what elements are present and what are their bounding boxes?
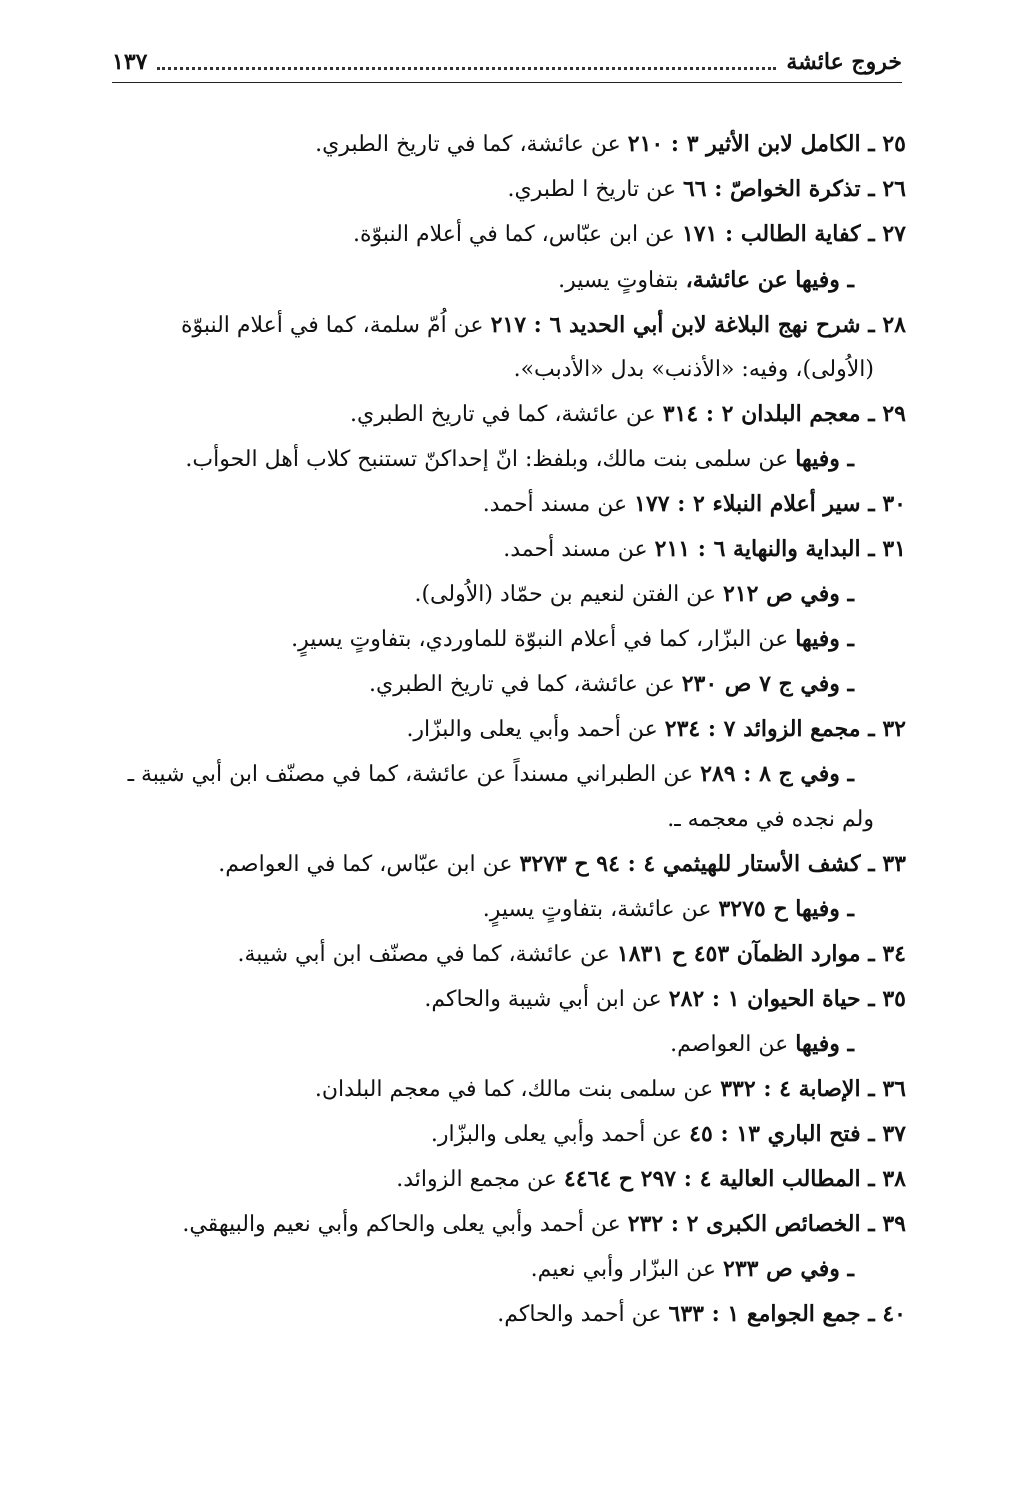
entry-source: ٣١ ـ البداية والنهاية ٦ : ٢١١ [654,536,906,562]
entry-source: ـ وفيها ح ٣٢٧٥ [718,896,854,922]
entry-source: ـ وفي ج ٧ ص ٢٣٠ [681,671,854,697]
entry-source: ٣٠ ـ سير أعلام النبلاء ٢ : ١٧٧ [634,491,906,517]
entry-text: عن عائشة، كما في تاريخ الطبري. [350,402,663,427]
entry-source: ـ وفيها [795,626,854,652]
reference-continuation [514,355,874,384]
reference-subentry [414,580,854,609]
running-header [112,42,902,83]
entry-text: عن عائشة، كما في مصنّف ابن أبي شيبة. [237,942,617,967]
entry-text: عن البزّار، كما في أعلام النبوّة للماوردي، بتفاوتٍ يسيرٍ. [291,627,796,652]
entry-source: ٣٩ ـ الخصائص الكبرى ٢ : ٢٣٢ [627,1211,906,1237]
reference-entry [238,940,906,969]
entry-source: ٢٩ ـ معجم البلدان ٢ : ٣١٤ [662,401,906,427]
entry-source: ٣٧ ـ فتح الباري ١٣ : ٤٥ [689,1121,906,1147]
entry-text: عن أحمد وأبي يعلى والبزّار. [406,717,665,742]
entry-source: ٢٦ ـ تذكرة الخواصّ : ٦٦ [682,176,906,202]
entry-text: عن الفتن لنعيم بن حمّاد (الاُولى). [414,582,724,607]
entry-source: ٣٤ ـ موارد الظمآن ٤٥٣ ح ١٨٣١ [616,941,906,967]
reference-subentry [483,895,854,924]
reference-continuation [667,805,874,834]
entry-source: ـ وفي ص ٢٣٣ [723,1256,854,1282]
reference-entry [315,130,906,159]
reference-entry [424,985,906,1014]
reference-entry [350,400,906,429]
entry-text: عن ابن أبي شيبة والحاكم. [424,987,669,1012]
entry-text: عن سلمى بنت مالك، كما في معجم البلدان. [314,1077,721,1102]
entry-source: ٣٦ ـ الإصابة ٤ : ٣٣٢ [720,1076,906,1102]
entry-source: ـ وفي ص ٢١٢ [723,581,854,607]
entry-text: عن مسند أحمد. [503,537,655,562]
entry-source: ـ وفيها عن عائشة، [685,267,854,293]
entry-source: ـ وفيها [795,1031,854,1057]
reference-subentry [670,1030,854,1059]
entry-text: عن مجمع الزوائد. [396,1167,564,1192]
reference-entry [406,715,906,744]
reference-subentry [185,445,854,474]
entry-text: عن عائشة، بتفاوتٍ يسيرٍ. [482,897,719,922]
entry-text: عن عائشة، كما في تاريخ الطبري. [369,672,682,697]
entry-source: ٣٥ ـ حياة الحيوان ١ : ٢٨٢ [668,986,906,1012]
entry-text: (الاُولى)، وفيه: «الأذنب» بدل «الأدبب». [513,357,874,382]
entry-source: ٣٨ ـ المطالب العالية ٤ : ٢٩٧ ح ٤٤٦٤ [563,1166,906,1192]
entry-text: عن اُمّ سلمة، كما في أعلام النبوّة [180,313,491,338]
reference-entry [396,1165,906,1194]
reference-entry [218,850,906,879]
entry-source: ٢٧ ـ كفاية الطالب : ١٧١ [681,221,906,247]
page-number: ١٣٧ [112,49,148,75]
entry-text: عن عائشة، كما في تاريخ الطبري. [315,132,628,157]
reference-entry [181,311,906,340]
entry-text: عن العواصم. [670,1032,796,1057]
reference-subentry [128,760,854,789]
reference-entry [353,220,906,249]
reference-subentry [531,1255,854,1284]
entry-text: عن الطبراني مسنداً عن عائشة، كما في مصنّف ابن أبي شيبة ـ [127,762,701,787]
entry-text: عن مسند أحمد. [482,492,635,517]
entry-source: ٢٥ ـ الكامل لابن الأثير ٣ : ٢١٠ [627,131,906,157]
entry-source: ٣٢ ـ مجمع الزوائد ٧ : ٢٣٤ [664,716,906,742]
reference-entry [497,1300,906,1329]
entry-text: عن أحمد والحاكم. [497,1302,669,1327]
entry-text: عن البزّار وأبي نعيم. [530,1257,724,1282]
entry-text: عن سلمى بنت مالك، وبلفظ: انّ إحداكنّ تستنبح كلاب أهل الحوأب. [185,447,796,472]
entry-source: ٣٣ ـ كشف الأستار للهيثمي ٤ : ٩٤ ح ٣٢٧٣ [519,851,906,877]
dot-leader [157,67,776,70]
reference-subentry [558,266,854,295]
reference-entry [507,175,906,204]
entry-source: ٤٠ ـ جمع الجوامع ١ : ٦٣٣ [668,1301,906,1327]
reference-entry [182,1210,906,1239]
entry-text: عن أحمد وأبي يعلى والبزّار. [430,1122,690,1147]
entry-text: بتفاوتٍ يسير. [558,268,686,293]
entry-text: عن تاريخ ا لطبري. [507,177,683,202]
chapter-title: خروج عائشة [786,49,902,75]
entry-text: ولم نجده في معجمه ـ. [667,807,874,832]
entry-source: ٢٨ ـ شرح نهج البلاغة لابن أبي الحديد ٦ : ٢١٧ [490,312,906,338]
entry-source: ـ وفيها [795,446,854,472]
reference-subentry [291,625,854,654]
entry-text: عن ابن عبّاس، كما في العواصم. [218,852,520,877]
reference-entry [431,1120,906,1149]
entry-text: عن ابن عبّاس، كما في أعلام النبوّة. [352,222,682,247]
reference-entry [315,1075,906,1104]
entry-text: عن أحمد وأبي يعلى والحاكم وأبي نعيم والبيهقي. [182,1212,628,1237]
reference-entry [483,490,906,519]
reference-subentry [369,670,854,699]
reference-entry [503,535,906,564]
entry-source: ـ وفي ج ٨ : ٢٨٩ [700,761,854,787]
